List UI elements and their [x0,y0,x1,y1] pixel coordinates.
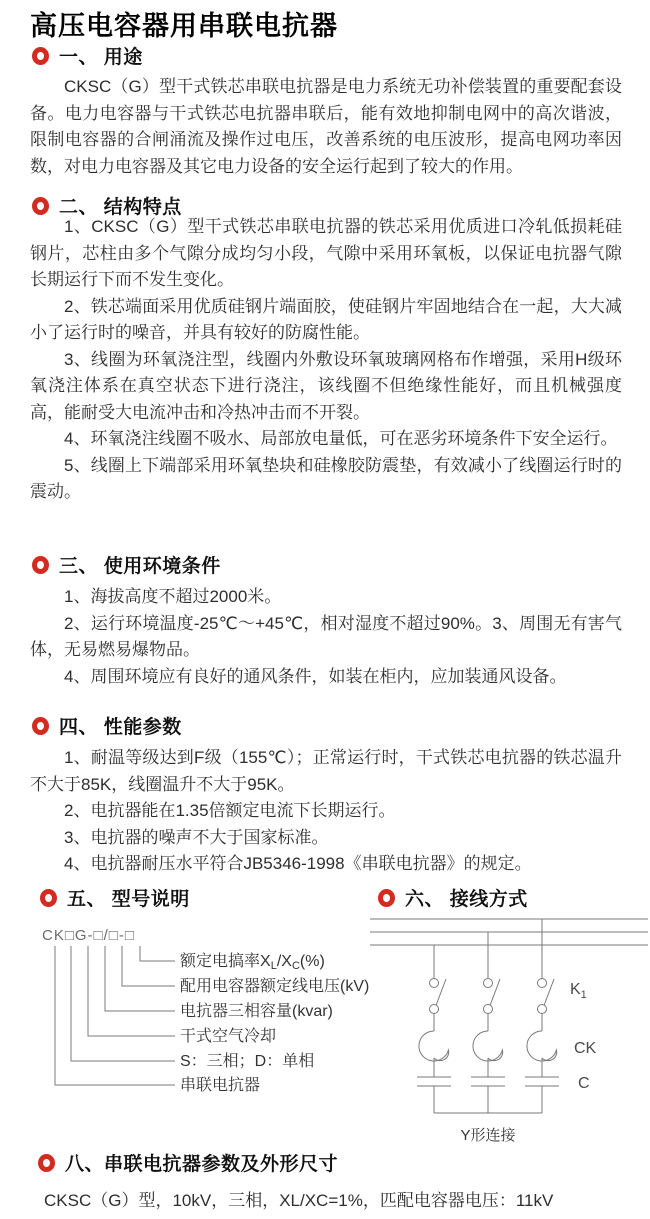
switch-label: $K_1$ [570,981,587,1001]
section-heading-label: 三、 使用环境条件 [59,556,221,577]
list-item: 1、耐温等级达到F级（155℃）；正常运行时，干式铁芯电抗器的铁芯温升不大于85K，线圈温升不大于95K。 [30,748,622,794]
page-title: 高压电容器用串联电抗器 [30,11,338,41]
red-ring-bullet-icon [378,889,395,907]
callout-line [140,946,175,961]
wiring-diagram [368,910,650,1150]
list-item: 1、CKSC（G）型干式铁芯串联电抗器的铁芯采用优质进口冷轧低损耗硅钢片，芯柱由多个气隙分成均匀小段，气隙中采用环氧板，以保证电抗器气隙长期运行下而不发生变化。 [30,217,622,289]
section-heading-parameters [38,1149,338,1176]
model-label-three-phase-capacity: 电抗器三相容量(kvar) [180,1003,333,1020]
section-heading-label: 六、 接线方式 [405,889,528,910]
model-label-reactance-rate: 额定电搞率XL/XC(%) [180,953,325,972]
model-label-phase-type: S：三相；D：单相 [180,1053,315,1070]
branch-phase-b [471,932,505,1113]
list-item: 2、铁芯端面采用优质硅钢片端面胶，使硅钢片牢固地结合在一起，大大减小了运行时的噪音，并具有较好的防腐性能。 [30,296,622,342]
section-heading-performance [32,712,182,739]
model-label-dry-air-cooling: 干式空气冷却 [180,1028,277,1045]
callout-line [71,946,175,1061]
branch-phase-c [525,919,559,1113]
capacitor-label: C [578,1075,590,1092]
list-item: 2、电抗器能在1.35倍额定电流下长期运行。 [64,801,396,820]
red-ring-bullet-icon [32,197,49,215]
wiring-caption: Y形连接 [460,1127,516,1144]
environment-paragraphs [30,584,622,690]
section-heading-wiring [378,884,528,911]
section-heading-label: 一、 用途 [59,47,143,68]
section-heading-label: 四、 性能参数 [59,717,182,738]
list-item: 4、周围环境应有良好的通风条件，如装在柜内，应加装通风设备。 [64,666,567,686]
model-label-capacitor-voltage: 配用电容器额定线电压(kV) [180,978,370,995]
list-item: 5、线圈上下端部采用环氧垫块和硅橡胶防震垫，有效减小了线圈运行时的震动。 [30,455,622,501]
section-heading-model [40,884,190,911]
list-item: 3、线圈为环氧浇注型，线圈内外敷设环氧玻璃网格布作增强，采用H级环氧浇注体系在真空状态下进行浇注，该线圈不但绝缘性能好，而且机械强度高，能耐受大电流冲击和冷热冲击而不开裂。 [30,349,622,422]
performance-paragraphs [30,745,622,878]
branch-phase-a [417,945,451,1113]
model-code: CK□G-□/□-□ [42,927,135,944]
callout-line [122,946,175,986]
red-ring-bullet-icon [32,556,49,574]
red-ring-bullet-icon [32,47,49,65]
section-heading-environment [32,551,221,578]
list-item: 3、电抗器的噪声不大于国家标准。 [64,827,329,847]
list-item: 4、环氧浇注线圈不吸水、局部放电量低，可在恶劣环境条件下安全运行。 [64,429,618,448]
red-ring-bullet-icon [32,717,49,735]
red-ring-bullet-icon [38,1154,55,1172]
usage-paragraph [30,74,622,180]
callout-line [88,946,175,1036]
callout-line [55,946,175,1085]
list-item: 2、运行环境温度-25℃～+45℃，相对湿度不超过90%。3、周围无有害气体，无易燃易爆物品。 [30,613,622,659]
list-item: 4、电抗器耐压水平符合JB5346-1998《串联电抗器》的规定。 [64,854,532,873]
parameters-summary-line: CKSC（G）型，10kV，三相，XL/XC=1%，匹配电容器电压：11kV [44,1191,554,1210]
paragraph: CKSC（G）型干式铁芯串联电抗器是电力系统无功补偿装置的重要配套设备。电力电容器与干式铁芯电抗器串联后，能有效地抑制电网中的高次谐波，限制电容器的合闸涌流及操作过电压，改善系统的电压波形，提高电网功率因数，对电力电容器及其它电力设备的安全运行起到了较大的作用。 [30,77,622,176]
section-heading-usage [32,42,143,69]
list-item: 1、海拔高度不超过2000米。 [64,587,282,606]
model-designation-diagram [30,916,380,1096]
section-heading-label: 八、串联电抗器参数及外形尺寸 [65,1154,339,1175]
section-heading-label: 五、 型号说明 [67,889,190,910]
section-heading-label: 二、 结构特点 [59,197,182,218]
model-label-series-reactor: 串联电抗器 [180,1077,261,1094]
red-ring-bullet-icon [40,889,57,907]
structure-paragraphs [30,214,622,506]
reactor-label: CK [574,1040,597,1057]
